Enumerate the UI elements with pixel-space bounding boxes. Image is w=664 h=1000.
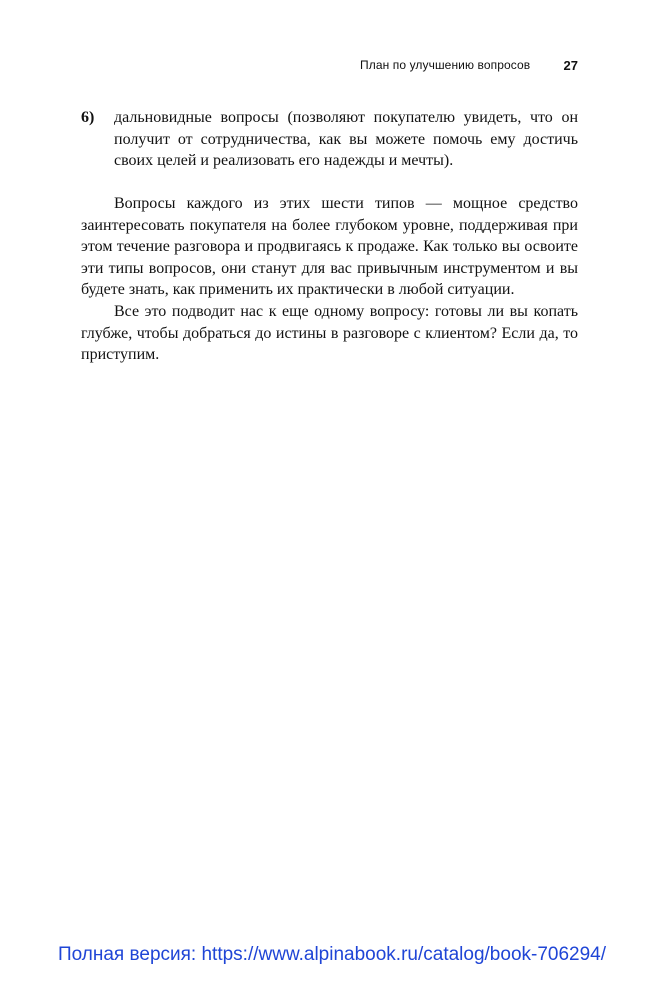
list-item-text: дальновидные вопросы (позволяют покупателю увидеть, что он получит от сотрудничества, как вы можете помочь ему достичь своих целей и реализовать его надежды и мечты). — [114, 109, 578, 170]
body-text — [81, 193, 578, 366]
header-title: План по улучшению вопросов — [360, 58, 531, 72]
paragraph: Вопросы каждого из этих шести типов — мощное средство заинтересовать покупателя на более глубоком уровне, поддерживая при этом течение разговора и продвигаясь к продаже. Как только вы освоите эти типы вопросов, они станут для вас привычным инструментом и вы будете знать, как применить их практически в любой ситуации. — [81, 195, 578, 299]
paragraph: Все это подводит нас к еще одному вопросу: готовы ли вы копать глубже, чтобы добраться до истины в разговоре с клиентом? Если да, то приступим. — [81, 302, 578, 364]
page-number: 27 — [563, 58, 578, 73]
list-item — [81, 107, 578, 172]
running-header — [360, 58, 580, 76]
full-version-link[interactable]: Полная версия: https://www.alpinabook.ru/catalog/book-706294/ — [57, 944, 607, 965]
list-marker: 6) — [81, 109, 95, 126]
